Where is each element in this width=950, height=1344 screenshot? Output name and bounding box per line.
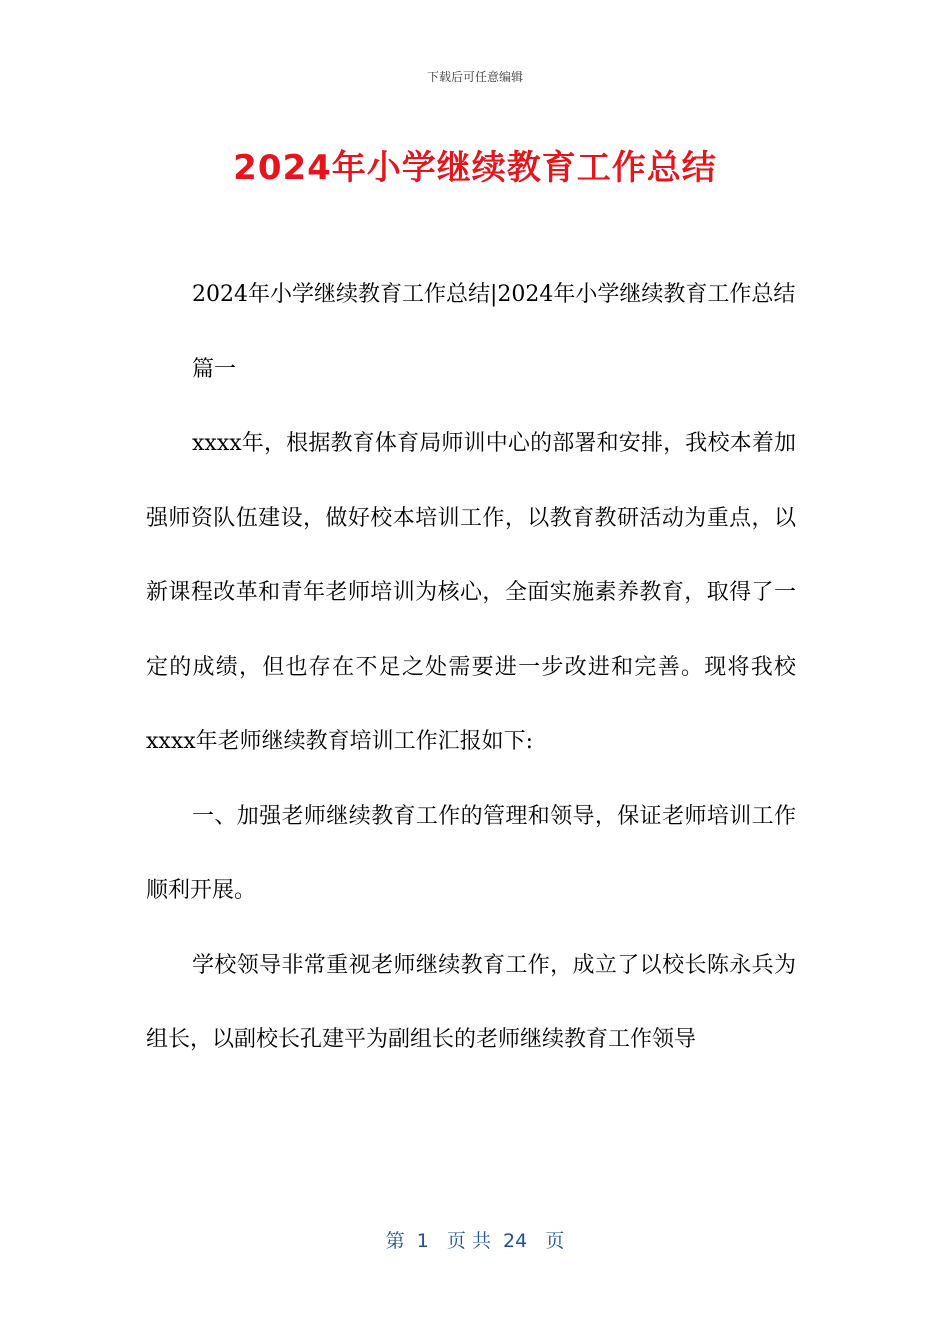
paragraph-intro: xxxx年，根据教育体育局师训中心的部署和安排，我校本着加强师资队伍建设，做好校本培训工作，以教育教研活动为重点，以新课程改革和青年老师培训为核心，全面实施素养教育，取得了一定的成绩，但也存在不足之处需要进一步改进和完善。现将我校xxxx年老师继续教育培训工作汇报如下: (146, 431, 796, 754)
paragraph-section-label: 篇一 (192, 356, 237, 382)
paragraph-heading-one: 一、加强老师继续教育工作的管理和领导，保证老师培训工作顺利开展。 (146, 803, 796, 903)
document-body (146, 258, 796, 1078)
paragraph-subtitle: 2024年小学继续教育工作总结|2024年小学继续教育工作总结 (192, 282, 796, 307)
page-footer: 第 1 页 共 24 页 (385, 1230, 565, 1252)
paragraph-leadership: 学校领导非常重视老师继续教育工作，成立了以校长陈永兵为组长，以副校长孔建平为副组长的老师继续教育工作领导 (146, 952, 796, 1052)
header-note: 下载后可任意编辑 (426, 70, 523, 84)
document-title: 2024年小学继续教育工作总结 (233, 148, 717, 188)
